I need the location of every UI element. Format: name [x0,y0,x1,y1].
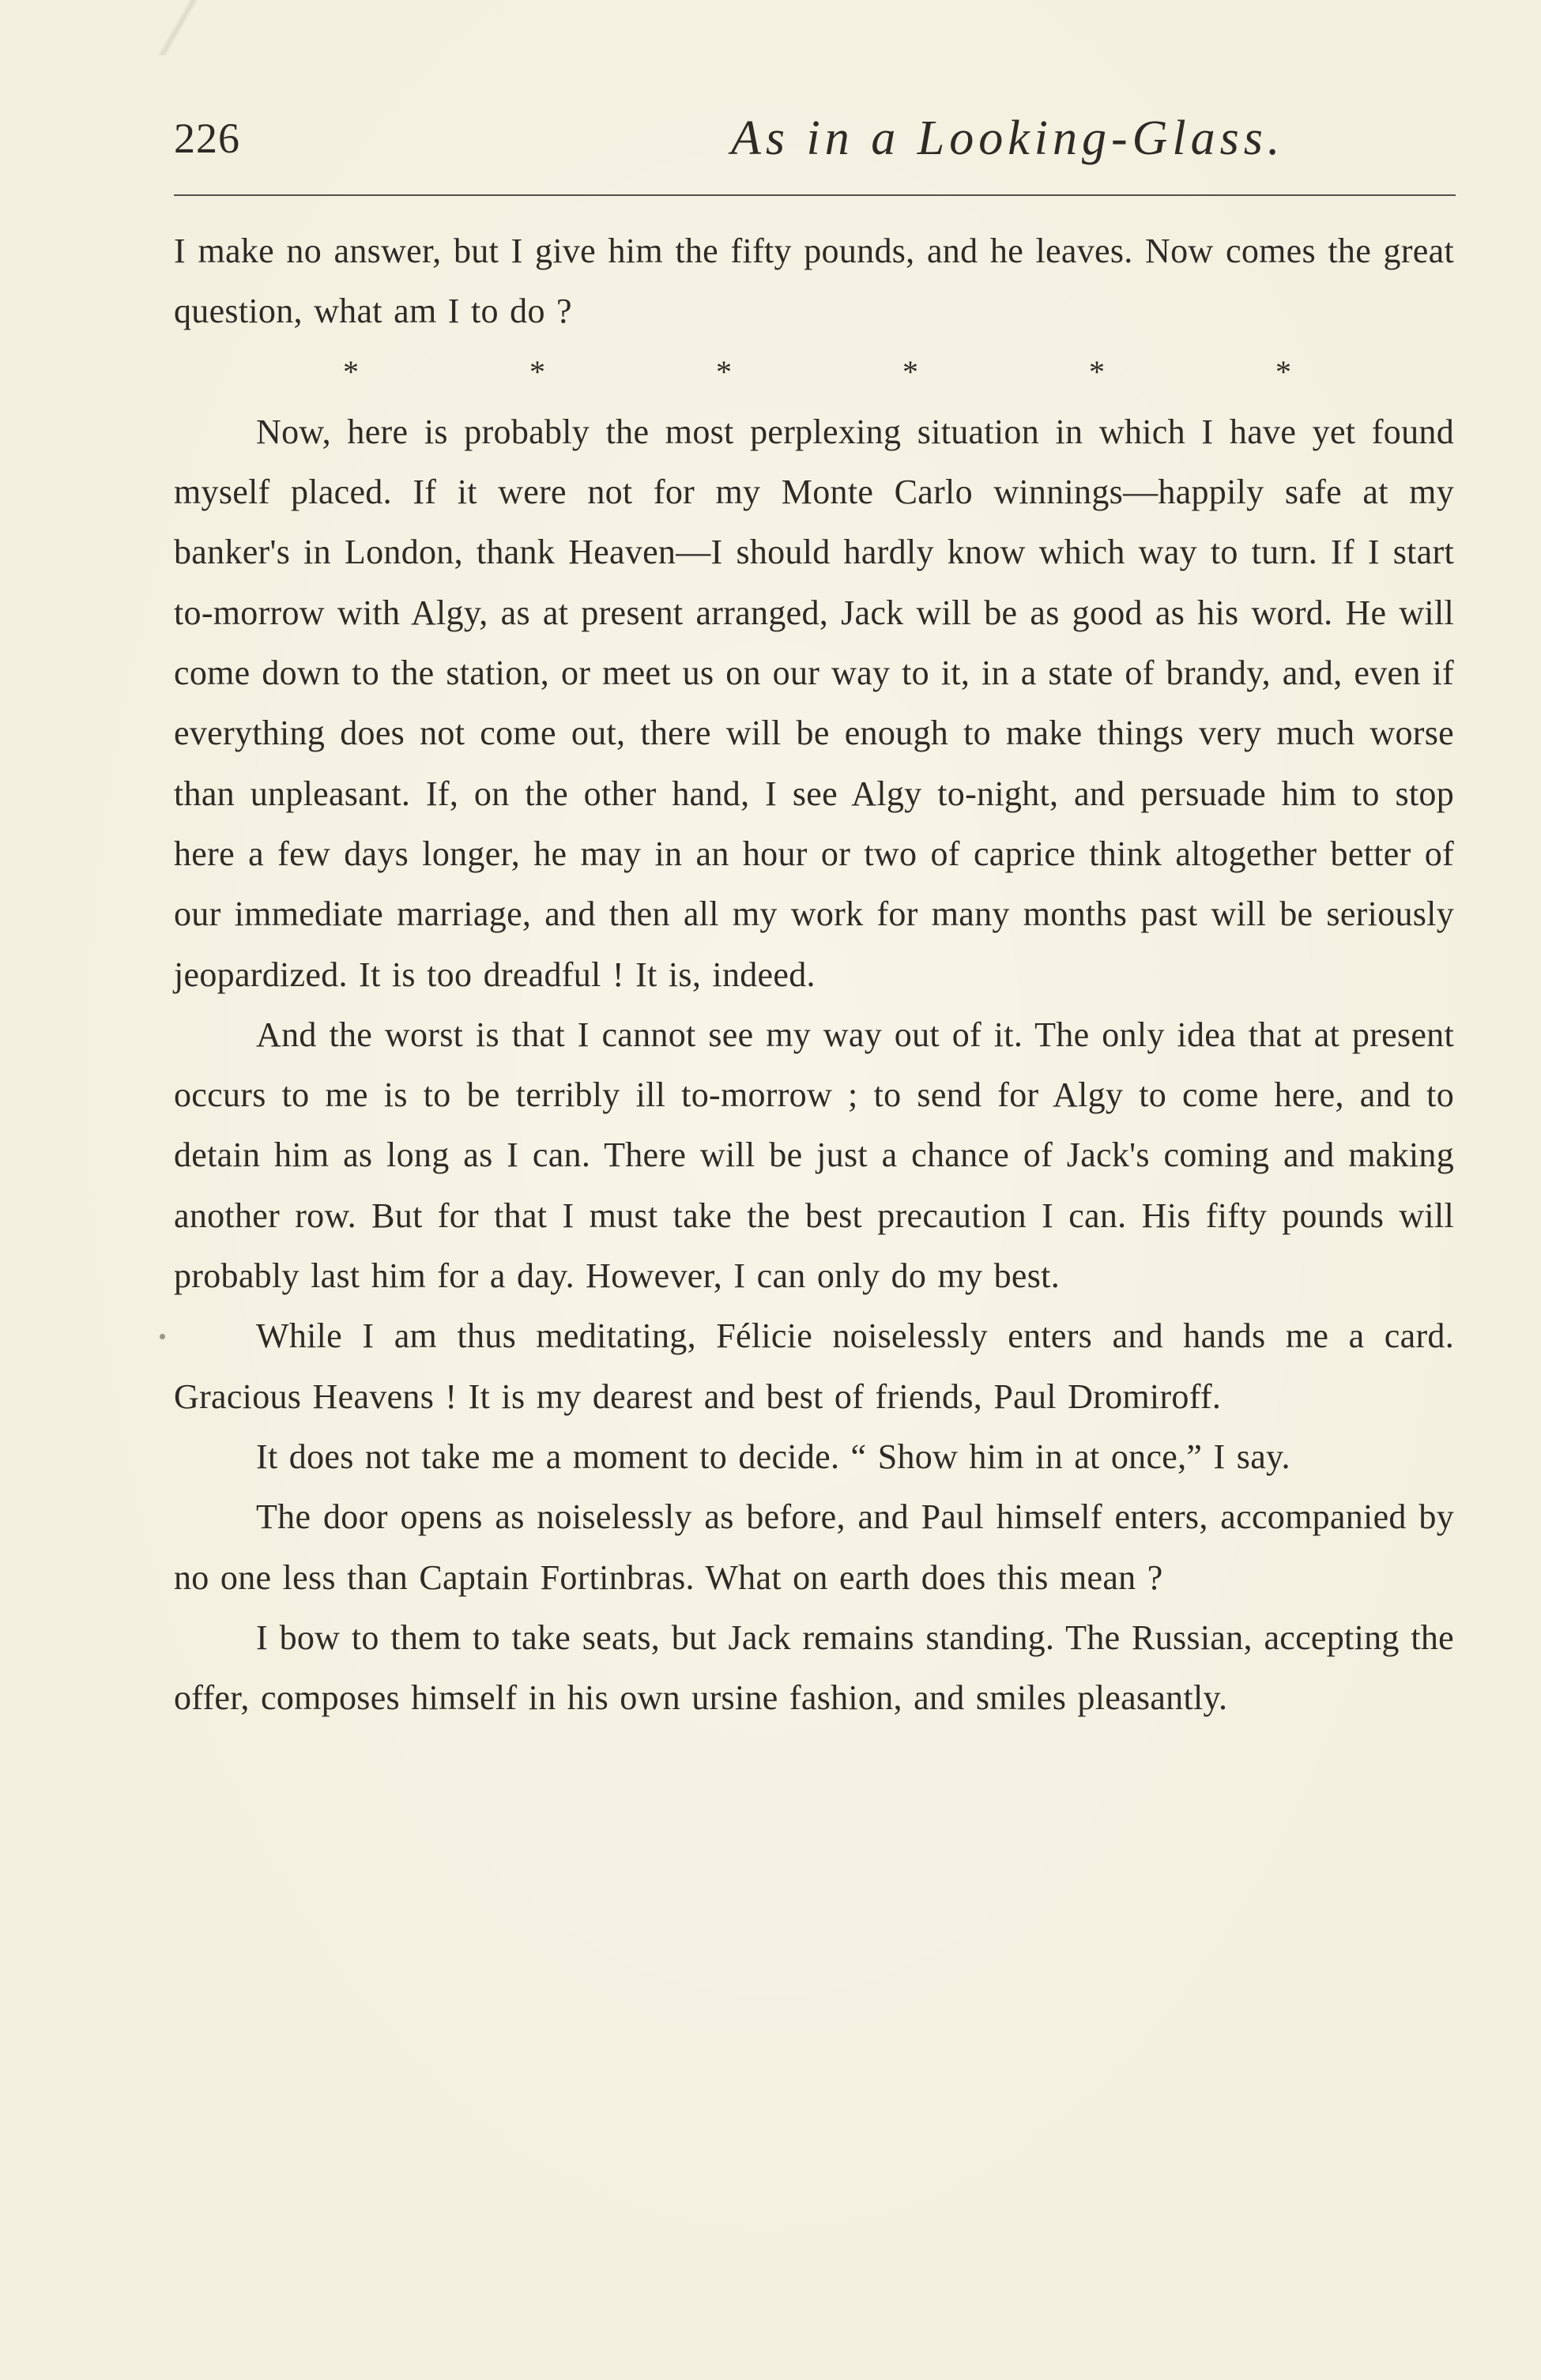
paragraph-7: I bow to them to take seats, but Jack remains standing. The Russian, accepting the offer, composes himself in his own ursine fashion, and smiles pleasantly. [174,1617,1454,1718]
asterisk: * [902,353,918,390]
paragraph-1: I make no answer, but I give him the fifty pounds, and he leaves. Now comes the great question, what am I to do ? [174,232,1454,331]
page-header [174,111,1454,174]
asterisk: * [343,353,359,390]
paragraph-6: The door opens as noiselessly as before, and Paul himself enters, accompanied by no one less than Captain Fortinbras. What on earth does this mean ? [174,1497,1454,1597]
running-title: As in a Looking-Glass. [731,111,1285,165]
page-number: 226 [174,115,240,162]
paragraph-5: It does not take me a moment to decide. “ Show him in at once,” I say. [256,1437,1290,1476]
header-rule [174,194,1456,196]
asterisk: * [1089,353,1105,390]
page-corner-mark [142,0,213,55]
paragraph-4: While I am thus meditating, Félicie noiselessly enters and hands me a card. Gracious Heavens ! It is my dearest and best of friends, Paul Dromiroff. [174,1316,1454,1416]
section-break [343,342,1291,402]
paragraph-3: And the worst is that I cannot see my way out of it. The only idea that at present occurs to me is to be terribly ill to-morrow ; to send for Algy to come here, and to detain him as long as I can. There will be just a chance of Jack's coming and making another row. But for that I must take the best precaution I can. His fifty pounds will probably last him for a day. However, I can only do my best. [174,1015,1454,1296]
asterisk: * [529,353,545,390]
asterisk: * [716,353,732,390]
text-body [174,221,1454,1728]
paragraph-2: Now, here is probably the most perplexing situation in which I have yet found myself placed. If it were not for my Monte Carlo winnings—happily safe at my banker's in London, thank Heaven—I should hardly know which way to turn. If I start to-morrow with Algy, as at present arranged, Jack will be as good as his word. He will come down to the station, or meet us on our way to it, in a state of brandy, and, even if everything does not come out, there will be enough to make things very much worse than unpleasant. If, on the other hand, I see Algy to-night, and persuade him to stop here a few days longer, he may in an hour or two of caprice think altogether better of our immediate marriage, and then all my work for many months past will be seriously jeopardized. It is too dreadful ! It is, indeed. [174,412,1454,994]
margin-dot [160,1334,165,1339]
asterisk: * [1275,353,1291,390]
